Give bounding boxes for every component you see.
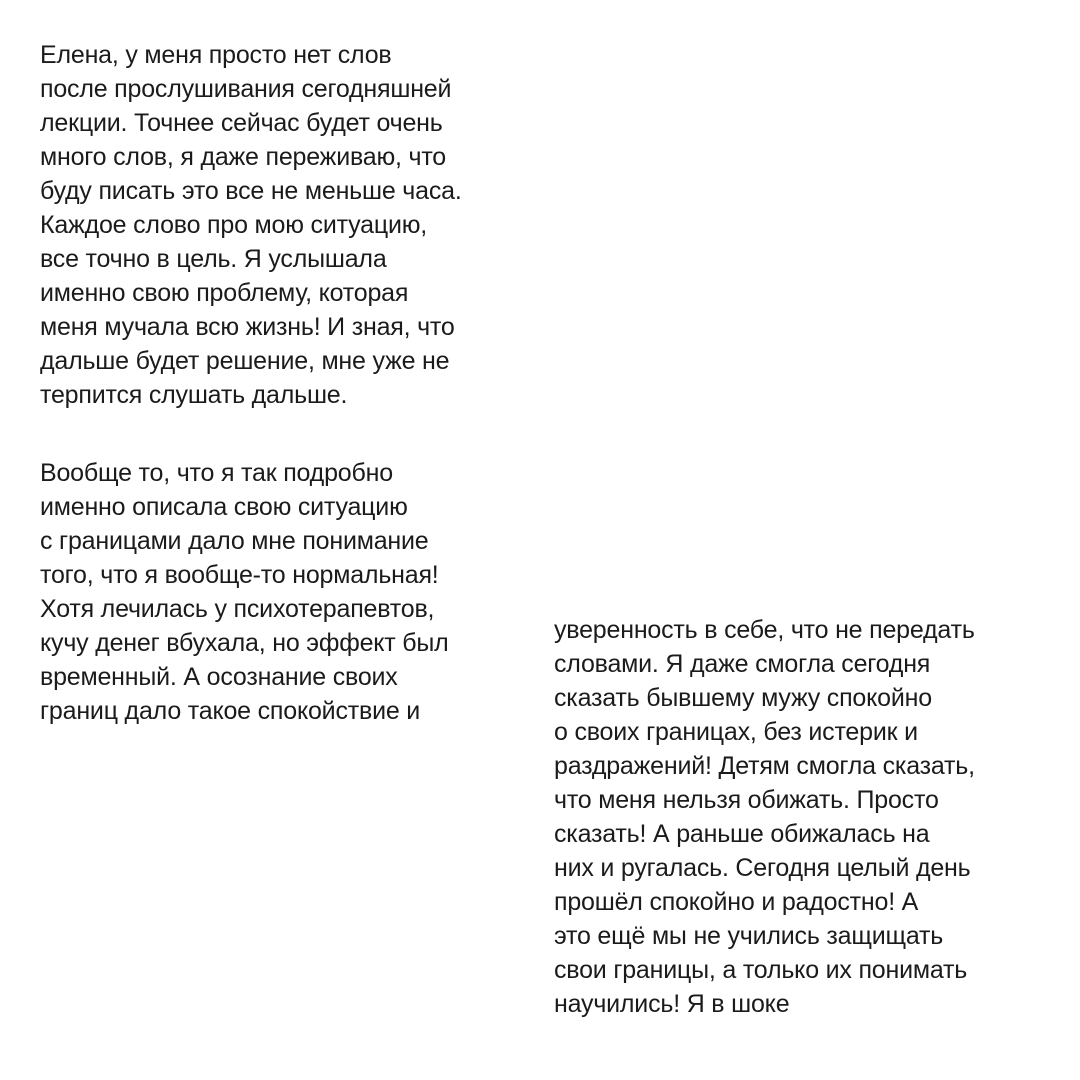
message-line: именно свою проблему, которая — [40, 279, 409, 307]
message-line: Елена, у меня просто нет слов — [40, 41, 392, 69]
message-line: Каждое слово про мою ситуацию, — [40, 211, 428, 239]
message-line: прошёл спокойно и радостно! А — [554, 888, 919, 916]
message-line: Вообще то, что я так подробно — [40, 459, 393, 487]
message-line: границ дало такое спокойствие и — [40, 697, 421, 725]
message-line: временный. А осознание своих — [40, 663, 398, 691]
message-line: них и ругалась. Сегодня целый день — [554, 854, 971, 882]
message-line: дальше будет решение, мне уже не — [40, 347, 450, 375]
message-line: много слов, я даже переживаю, что — [40, 143, 447, 171]
message-paragraph-2 — [40, 456, 449, 728]
message-line: того, что я вообще-то нормальная! — [40, 561, 439, 589]
message-line: лекции. Точнее сейчас будет очень — [40, 109, 443, 137]
message-line: после прослушивания сегодняшней — [40, 75, 452, 103]
message-line: терпится слушать дальше. — [40, 381, 348, 409]
message-paragraph-continued — [554, 613, 975, 1021]
message-screenshot-left — [22, 38, 552, 738]
message-line: все точно в цель. Я услышала — [40, 245, 387, 273]
message-line: с границами дало мне понимание — [40, 527, 429, 555]
message-screenshot-right — [538, 605, 1068, 1045]
message-line: сказать бывшему мужу спокойно — [554, 684, 932, 712]
message-line: уверенность в себе, что не передать — [554, 616, 975, 644]
message-line: свои границы, а только их понимать — [554, 956, 968, 984]
message-line: словами. Я даже смогла сегодня — [554, 650, 931, 678]
message-line: именно описала свою ситуацию — [40, 493, 408, 521]
message-line: что меня нельзя обижать. Просто — [554, 786, 939, 814]
message-line: меня мучала всю жизнь! И зная, что — [40, 313, 455, 341]
message-line: кучу денег вбухала, но эффект был — [40, 629, 449, 657]
message-line: это ещё мы не учились защищать — [554, 922, 944, 950]
message-line: буду писать это все не меньше часа. — [40, 177, 462, 205]
message-line: научились! Я в шоке — [554, 990, 790, 1018]
message-line: сказать! А раньше обижалась на — [554, 820, 930, 848]
message-line: о своих границах, без истерик и — [554, 718, 918, 746]
message-line: раздражений! Детям смогла сказать, — [554, 752, 975, 780]
message-line: Хотя лечилась у психотерапевтов, — [40, 595, 435, 623]
message-paragraph-1 — [40, 38, 462, 412]
